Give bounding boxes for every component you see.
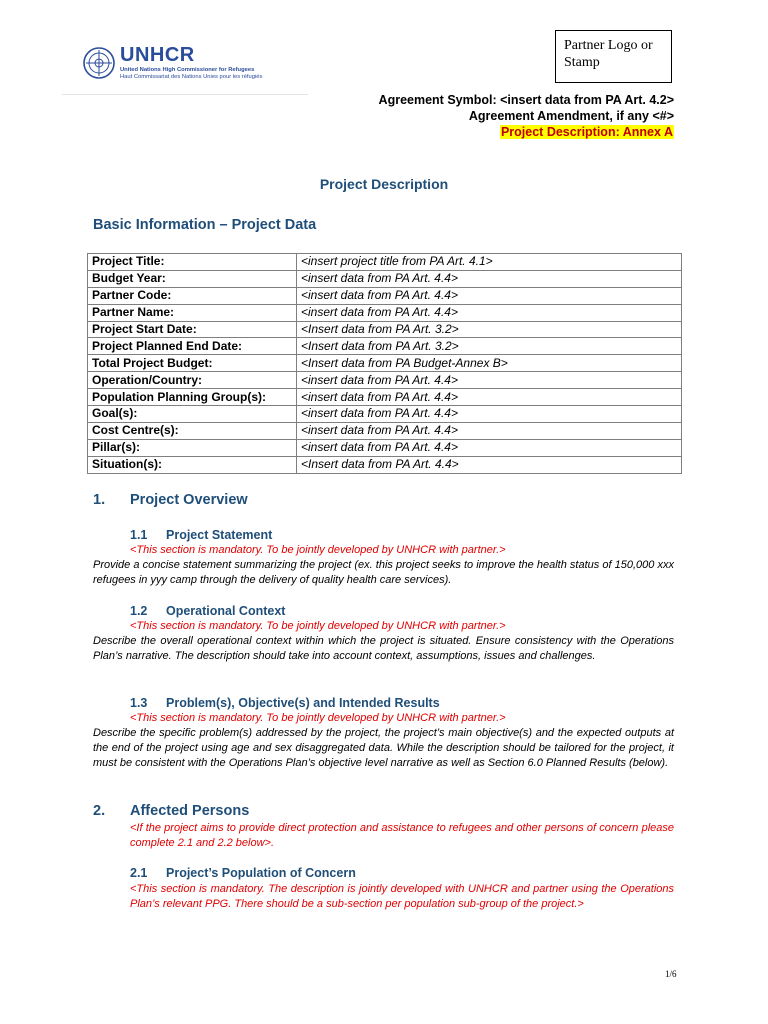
table-row [88, 372, 682, 389]
table-row [88, 406, 682, 423]
row-label: Project Planned End Date: [88, 338, 297, 355]
table-row [88, 389, 682, 406]
logo-line-1: United Nations High Commissioner for Refugees [120, 67, 255, 73]
row-value: <insert data from PA Art. 4.4> [297, 439, 682, 456]
row-label: Partner Code: [88, 287, 297, 304]
row-value: <insert data from PA Art. 4.4> [297, 406, 682, 423]
logo-name: UNHCR [120, 44, 195, 66]
table-row [88, 321, 682, 338]
section-2-1-heading [130, 866, 356, 880]
row-value: <insert data from PA Art. 4.4> [297, 270, 682, 287]
section-1-2-text: Describe the overall operational context within which the project is situated. Ensure consistency with the Operations Plan’s narrative. The description should take into account context, assumptions, issues and challenges. [93, 635, 674, 662]
page-number: 1/6 [665, 969, 677, 979]
project-description-annex: Project Description: Annex A [500, 125, 673, 139]
unhcr-logo [62, 36, 308, 95]
row-value: <insert data from PA Art. 4.4> [297, 389, 682, 406]
row-label: Operation/Country: [88, 372, 297, 389]
section-2-heading [93, 803, 249, 819]
section-1-3-heading [130, 696, 440, 710]
row-label: Budget Year: [88, 270, 297, 287]
row-label: Situation(s): [88, 456, 297, 473]
subsection-number: 1.3 [130, 696, 148, 710]
row-label: Goal(s): [88, 406, 297, 423]
table-row [88, 422, 682, 439]
logo-line-2: Haut Commissariat des Nations Unies pour les réfugiés [120, 74, 263, 80]
basic-information-heading: Basic Information – Project Data [93, 217, 317, 233]
agreement-block [379, 92, 674, 140]
row-value: <insert data from PA Art. 4.4> [297, 287, 682, 304]
agreement-amendment: Agreement Amendment, if any <#> [468, 109, 674, 123]
row-value: <Insert data from PA Art. 3.2> [297, 338, 682, 355]
row-value: <Insert data from PA Art. 4.4> [297, 456, 682, 473]
row-value: <Insert data from PA Art. 3.2> [297, 321, 682, 338]
section-2-1-note: <This section is mandatory. The description is jointly developed with UNHCR and partner using the Operations Plan’s relevant PPG. There should be a sub-section per population sub-group of the project.> [130, 883, 674, 910]
table-row [88, 304, 682, 321]
subsection-number: 1.1 [130, 528, 148, 542]
agreement-symbol: Agreement Symbol: <insert data from PA Art. 4.2> [378, 93, 674, 107]
document-title: Project Description [319, 176, 449, 192]
row-label: Pillar(s): [88, 439, 297, 456]
section-1-heading [93, 492, 248, 508]
row-label: Cost Centre(s): [88, 422, 297, 439]
table-row [88, 270, 682, 287]
row-value: <Insert data from PA Budget-Annex B> [297, 355, 682, 372]
subsection-title: Project Statement [166, 528, 273, 542]
section-1-2-heading [130, 604, 285, 618]
row-label: Partner Name: [88, 304, 297, 321]
section-title: Affected Persons [130, 803, 250, 819]
section-1-1-note: <This section is mandatory. To be jointly developed by UNHCR with partner.> [130, 544, 506, 556]
partner-logo-stamp-box: Partner Logo or Stamp [555, 30, 672, 83]
subsection-number: 1.2 [130, 604, 148, 618]
row-value: <insert data from PA Art. 4.4> [297, 422, 682, 439]
subsection-title: Operational Context [166, 604, 286, 618]
row-label: Project Title: [88, 254, 297, 271]
row-label: Total Project Budget: [88, 355, 297, 372]
section-title: Project Overview [130, 492, 248, 508]
section-1-1-heading [130, 528, 272, 542]
section-1-2-note: <This section is mandatory. To be jointly developed by UNHCR with partner.> [130, 620, 506, 632]
section-1-3-note: <This section is mandatory. To be jointly developed by UNHCR with partner.> [130, 712, 506, 724]
table-row [88, 254, 682, 271]
section-1-3-text: Describe the specific problem(s) addressed by the project, the project’s main objective(s) and the expected outputs at the end of the project using age and sex disaggregated data. While the description should be tailored for the project, it must be consistent with the Operations Plan’s objective level narrative as well as Section 6.0 Planned Results (below). [93, 727, 674, 769]
subsection-number: 2.1 [130, 866, 148, 880]
row-value: <insert data from PA Art. 4.4> [297, 304, 682, 321]
section-number: 2. [93, 803, 106, 819]
section-2-note: <If the project aims to provide direct protection and assistance to refugees and other persons of concern please complete 2.1 and 2.2 below>. [130, 822, 674, 849]
subsection-title: Problem(s), Objective(s) and Intended Results [166, 696, 440, 710]
row-label: Project Start Date: [88, 321, 297, 338]
un-emblem-icon [82, 46, 116, 80]
section-1-1-text: Provide a concise statement summarizing the project (ex. this project seeks to improve the health status of 150,000 xxx refugees in yyy camp through the delivery of quality health care services). [93, 559, 674, 586]
table-row [88, 439, 682, 456]
subsection-title: Project’s Population of Concern [166, 866, 356, 880]
table-row [88, 456, 682, 473]
project-data-table [87, 253, 682, 474]
table-row [88, 338, 682, 355]
table-row [88, 355, 682, 372]
table-row [88, 287, 682, 304]
row-value: <insert data from PA Art. 4.4> [297, 372, 682, 389]
row-value: <insert project title from PA Art. 4.1> [297, 254, 682, 271]
row-label: Population Planning Group(s): [88, 389, 297, 406]
section-number: 1. [93, 492, 106, 508]
